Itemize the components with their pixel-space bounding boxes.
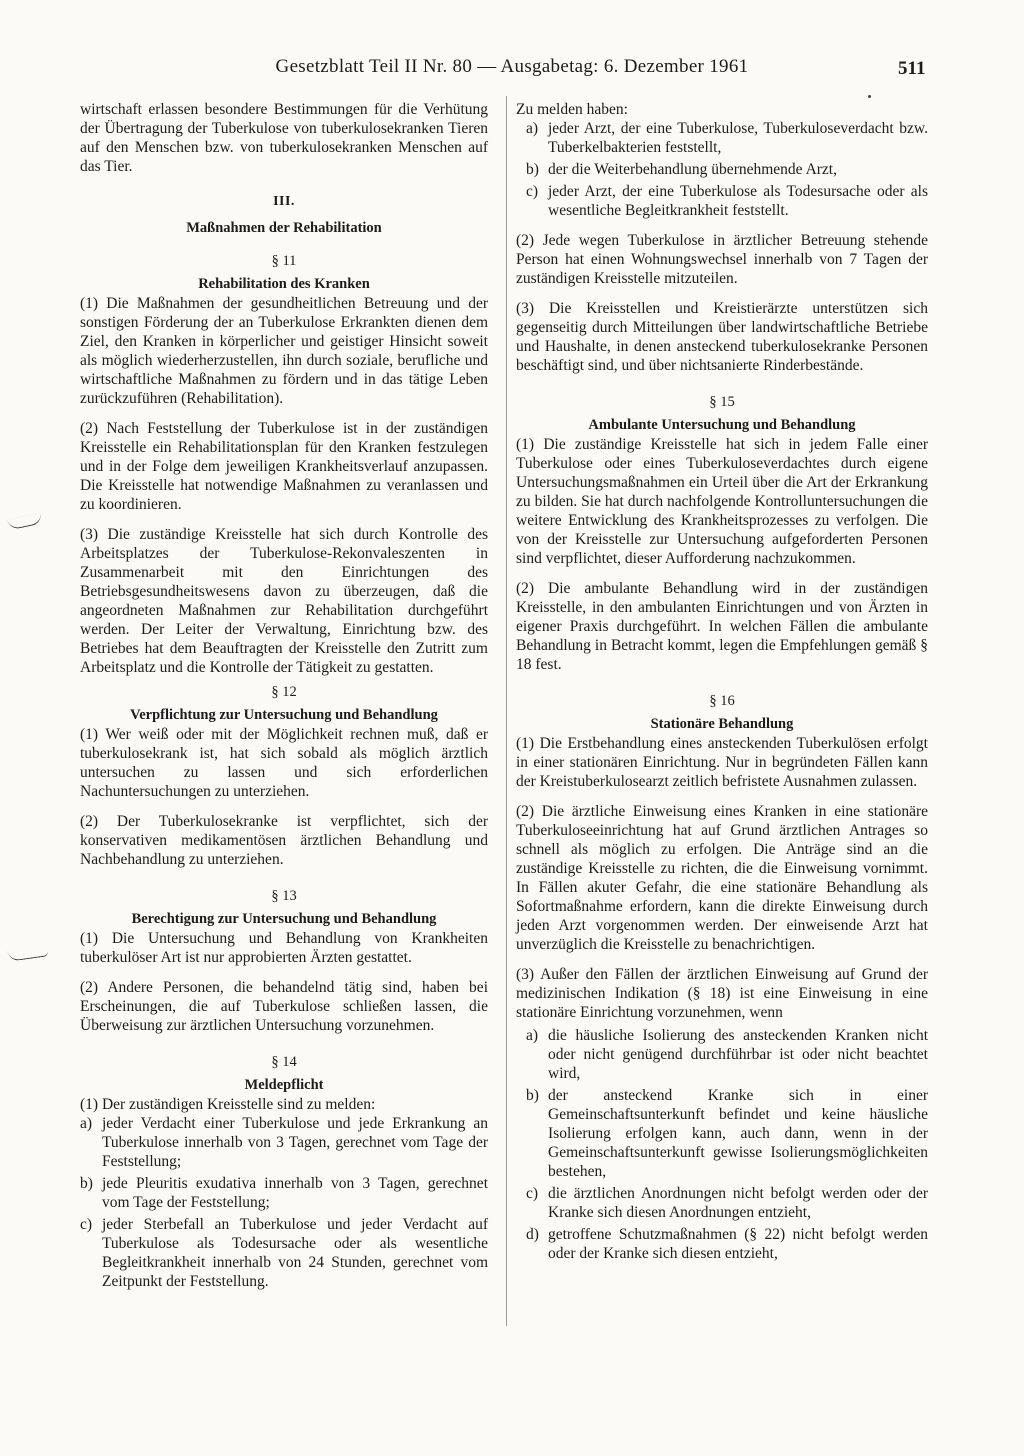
reporters-list <box>516 119 928 220</box>
list-text: die ärztlichen Anordnungen nicht befolgt werden oder der Kranke sich diesen Anordnungen entzieht, <box>548 1185 928 1221</box>
page-header <box>0 56 1024 84</box>
intro-paragraph: wirtschaft erlassen besondere Bestimmungen für die Verhütung der Übertragung der Tuberkulose von tuberkulosekranken Tieren auf den Menschen bzw. von tuberkulosekranken Menschen auf das Tier. <box>80 101 488 175</box>
clause-11-2: (2) Nach Feststellung der Tuberkulose ist in der zuständigen Kreisstelle ein Rehabilitationsplan für den Kranken festzulegen und in der Folge dem jeweiligen Krankheitsverlauf anzupassen. Die Kreisstelle hat notwendige Maßnahmen zu veranlassen und zu koordinieren. <box>80 420 488 513</box>
clause-15-1: (1) Die zuständige Kreisstelle hat sich in jedem Falle einer Tuberkulose oder eines Tuberkuloseverdachtes durch eigene Untersuchungsmaßnahmen ein Urteil über die Art der Erkrankung zu bilden. Sie hat durch nachfolgende Kontrolluntersuchungen die weitere Entwicklung des Krankheitsprozesses zu verfolgen. Die von der Kreisstelle zur Untersuchung aufgeforderten Personen sind verpflichtet, dieser Aufforderung nachzukommen. <box>516 436 928 567</box>
list-label: a) <box>80 1115 93 1132</box>
section-title: Maßnahmen der Rehabilitation <box>186 220 382 236</box>
clause-16-2: (2) Die ärztliche Einweisung eines Kranken in eine stationäre Tuberkuloseeinrichtung hat auf Grund ärztlichen Antrages so schnell als möglich zu erfolgen. Die Anträge sind an die zuständige Kreisstelle zu richten, die die Einweisung vornimmt. In Fällen akuter Gefahr, die eine stationäre Behandlung als Sofortmaßnahme erfordern, kann die direkte Einweisung durch jeden Arzt vorgenommen werden. Der einweisende Arzt hat unverzüglich die Kreisstelle zu benachrichtigen. <box>516 803 928 953</box>
page-number: 511 <box>898 58 926 79</box>
paragraph-number-11: § 11 <box>271 253 297 269</box>
paragraph-title-11: Rehabilitation des Kranken <box>198 276 370 292</box>
list-text: jeder Arzt, der eine Tuberkulose, Tuberkuloseverdacht bzw. Tuberkelbakterien feststellt, <box>548 120 928 156</box>
right-column <box>516 100 928 1266</box>
list-text: jeder Sterbefall an Tuberkulose und jeder Verdacht auf Tuberkulose als Todesursache oder als wesentliche Begleitkrankheit innerhalb von 24 Stunden, gerechnet vom Zeitpunkt der Feststellung. <box>102 1216 488 1290</box>
list-label: c) <box>80 1216 93 1233</box>
column-divider <box>506 96 507 1326</box>
paragraph-number-13: § 13 <box>271 888 297 904</box>
list-text: getroffene Schutzmaßnahmen (§ 22) nicht befolgt werden oder der Kranke sich diesen entzieht, <box>548 1226 928 1262</box>
list-label: a) <box>526 1027 539 1044</box>
list-item <box>516 1225 928 1263</box>
list-text: jeder Arzt, der eine Tuberkulose als Todesursache oder als wesentliche Begleitkrankheit feststellt. <box>548 183 928 219</box>
clause-14-3: (3) Die Kreisstellen und Kreistierärzte unterstützen sich gegenseitig durch Mitteilungen über landwirtschaftliche Betriebe und Haushalte, in denen ansteckend tuberkulosekranke Personen beschäftigt sind, und über nichtsanierte Rinderbestände. <box>516 300 928 374</box>
clause-13-1: (1) Die Untersuchung und Behandlung von Krankheiten tuberkulöser Art ist nur approbierten Ärzten gestattet. <box>80 930 488 966</box>
clause-11-3: (3) Die zuständige Kreisstelle hat sich durch Kontrolle des Arbeitsplatzes der Tuberkulose-Rekonvaleszenten in Zusammenarbeit mit den Einrichtungen des Betriebsgesundheitswesens davon zu überzeugen, daß die angeordneten Maßnahmen zur Rehabilitation durchgeführt werden. Der Leiter der Verwaltung, Einrichtung bzw. des Betriebes hat dem Beauftragten der Kreisstelle den Zutritt zum Arbeitsplatz und die Kontrolle der Tätigkeit zu gestatten. <box>80 526 488 676</box>
reporting-list <box>80 1114 488 1291</box>
clause-12-2: (2) Der Tuberkulosekranke ist verpflichtet, sich der konservativen medikamentösen ärztlichen Behandlung und Nachbehandlung zu unterziehen. <box>80 813 488 868</box>
paragraph-title-13: Berechtigung zur Untersuchung und Behandlung <box>131 911 437 927</box>
list-item <box>80 1114 488 1171</box>
list-label: c) <box>526 183 539 200</box>
list-label: c) <box>526 1185 539 1202</box>
list-item <box>516 1184 928 1222</box>
list-text: jeder Verdacht einer Tuberkulose und jede Erkrankung an Tuberkulose innerhalb von 3 Tagen, gerechnet vom Tage der Feststellung; <box>102 1115 488 1170</box>
paragraph-title-14: Meldepflicht <box>244 1077 324 1093</box>
clause-13-2: (2) Andere Personen, die behandelnd tätig sind, haben bei Erscheinungen, die auf Tuberkulose schließen lassen, die Überweisung zur ärztlichen Untersuchung vorzunehmen. <box>80 979 488 1034</box>
list-item <box>516 182 928 220</box>
paragraph-number-16: § 16 <box>709 693 735 709</box>
ink-dot <box>868 95 871 98</box>
paragraph-title-12: Verpflichtung zur Untersuchung und Behandlung <box>130 707 438 723</box>
list-text: jede Pleuritis exudativa innerhalb von 3 Tagen, gerechnet vom Tage der Feststellung; <box>102 1175 488 1211</box>
clause-12-1: (1) Wer weiß oder mit der Möglichkeit rechnen muß, daß er tuberkulosekrank ist, hat sich sobald als möglich ärztlich untersuchen zu lassen und sich erforderlichen Nachuntersuchungen zu unterziehen. <box>80 726 488 800</box>
list-item <box>80 1174 488 1212</box>
list-label: b) <box>526 1087 539 1104</box>
clause-16-3: (3) Außer den Fällen der ärztlichen Einweisung auf Grund der medizinischen Indikation (§ 18) ist eine Einweisung in eine stationäre Einrichtung vorzunehmen, wenn <box>516 966 928 1021</box>
list-item <box>516 1086 928 1181</box>
clause-14-2: (2) Jede wegen Tuberkulose in ärztlicher Betreuung stehende Person hat einen Wohnungswechsel innerhalb von 7 Tagen der zuständigen Kreisstelle mitzuteilen. <box>516 232 928 287</box>
list-label: a) <box>526 120 539 137</box>
margin-pen-mark <box>7 945 48 961</box>
clause-15-2: (2) Die ambulante Behandlung wird in der zuständigen Kreisstelle, in den ambulanten Einrichtungen und von Ärzten in eigener Praxis durchgeführt. In welchen Fällen die ambulante Behandlung in Betracht kommt, legen die Empfehlungen gemäß § 18 fest. <box>516 580 928 673</box>
gazette-title: Gesetzblatt Teil II Nr. 80 — Ausgabetag: 6. Dezember 1961 <box>275 56 749 77</box>
clause-16-1: (1) Die Erstbehandlung eines ansteckenden Tuberkulösen erfolgt in einer stationären Einrichtung. Nur in begründeten Fällen kann der Kreistuberkulosearzt zeitlich befristete Ausnahmen zulassen. <box>516 735 928 790</box>
section-number: III. <box>273 194 295 209</box>
list-item <box>516 119 928 157</box>
list-label: b) <box>526 161 539 178</box>
clause-11-1: (1) Die Maßnahmen der gesundheitlichen Betreuung und der sonstigen Förderung der an Tuberkulose Erkrankten dienen dem Ziel, den Kranken in körperlicher und geistiger Hinsicht soweit als möglich wiederherzustellen, ihn durch soziale, berufliche und wirtschaftliche Maßnahmen zu fördern und in das tätige Leben zurückzuführen (Rehabilitation). <box>80 295 488 407</box>
list-text: der ansteckend Kranke sich in einer Gemeinschaftsunterkunft befindet und keine häusliche Isolierung erfolgen kann, auch dann, wenn in der Gemeinschaftsunterkunft gewisse Isolierungsmöglichkeiten bestehen, <box>548 1087 928 1180</box>
paragraph-number-14: § 14 <box>271 1054 297 1070</box>
list-label: b) <box>80 1175 93 1192</box>
left-column <box>80 100 488 1294</box>
admission-conditions-list <box>516 1026 928 1263</box>
paragraph-number-12: § 12 <box>271 684 297 700</box>
list-text: der die Weiterbehandlung übernehmende Arzt, <box>548 161 837 178</box>
list-item <box>80 1215 488 1291</box>
paragraph-title-15: Ambulante Untersuchung und Behandlung <box>588 417 856 433</box>
list-text: die häusliche Isolierung des ansteckenden Kranken nicht oder nicht genügend durchführbar ist oder nicht beachtet wird, <box>548 1027 928 1082</box>
paragraph-title-16: Stationäre Behandlung <box>650 716 794 732</box>
list-item <box>516 160 928 179</box>
reporters-intro: Zu melden haben: <box>516 101 628 118</box>
paragraph-number-15: § 15 <box>709 394 735 410</box>
list-label: d) <box>526 1226 539 1243</box>
margin-pen-mark <box>7 513 43 531</box>
list-item <box>516 1026 928 1083</box>
clause-14-1: (1) Der zuständigen Kreisstelle sind zu melden: <box>80 1096 376 1113</box>
